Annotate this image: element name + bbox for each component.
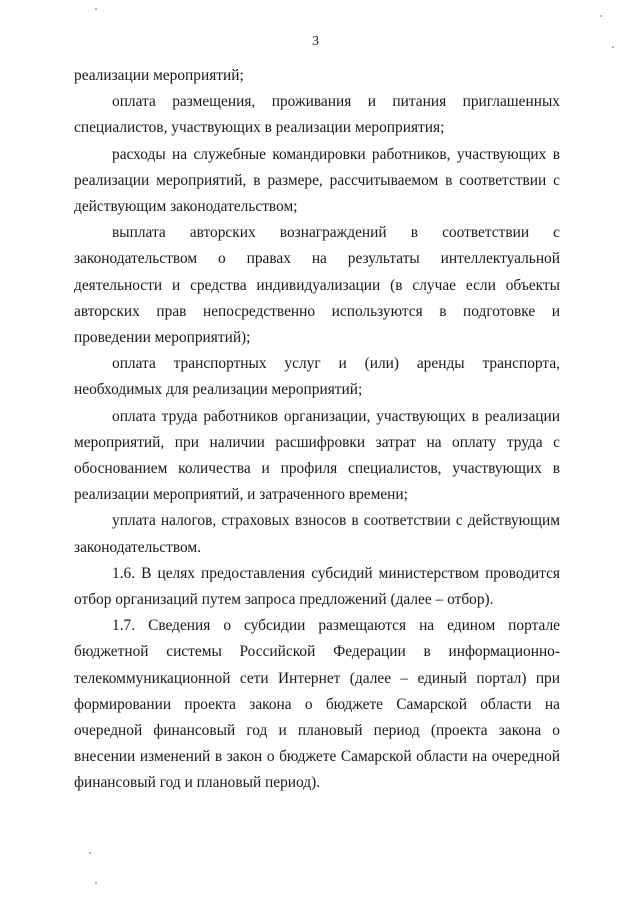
paragraph: оплата труда работников организации, участвующих в реализации мероприятий, при наличии расшифровки затрат на оплату труда с обоснованием количества и профиля специалистов, участвующих в реализации мероприятий, и затраченного времени; xyxy=(74,407,560,504)
scan-speck xyxy=(95,882,97,884)
paragraph: выплата авторских вознаграждений в соответствии с законодательством о правах на результаты интеллектуальной деятельности и средства индивидуализации (в случае если объекты авторских прав непосредственно используются в подготовке и проведении мероприятий); xyxy=(74,224,560,347)
paragraph: оплата размещения, проживания и питания приглашенных специалистов, участвующих в реализации мероприятия; xyxy=(74,93,560,137)
paragraph: 1.6. В целях предоставления субсидий министерством проводится отбор организаций путем запроса предложений (далее – отбор). xyxy=(74,564,560,609)
document-body xyxy=(74,63,560,797)
scan-speck xyxy=(612,46,614,48)
scan-speck xyxy=(95,8,97,10)
page-number: 3 xyxy=(312,34,319,49)
paragraph: реализации мероприятий; xyxy=(74,67,244,84)
scan-speck xyxy=(89,852,91,854)
paragraph: уплата налогов, страховых взносов в соответствии с действующим законодательством. xyxy=(74,512,560,556)
paragraph: 1.7. Сведения о субсидии размещаются на едином портале бюджетной системы Российской Федерации в информационно-телекоммуникационной сети Интернет (далее – единый портал) при формировании проекта закона о бюджете Самарской области на очередной финансовый год и плановый период (проекта закона о внесении изменений в закон о бюджете Самарской области на очередной финансовый год и плановый период). xyxy=(74,617,560,792)
scan-speck xyxy=(600,15,602,17)
paragraph: расходы на служебные командировки работников, участвующих в реализации мероприятий, в размере, рассчитываемом в соответствии с действующим законодательством; xyxy=(74,145,560,216)
paragraph: оплата транспортных услуг и (или) аренды транспорта, необходимых для реализации мероприятий; xyxy=(74,355,560,399)
